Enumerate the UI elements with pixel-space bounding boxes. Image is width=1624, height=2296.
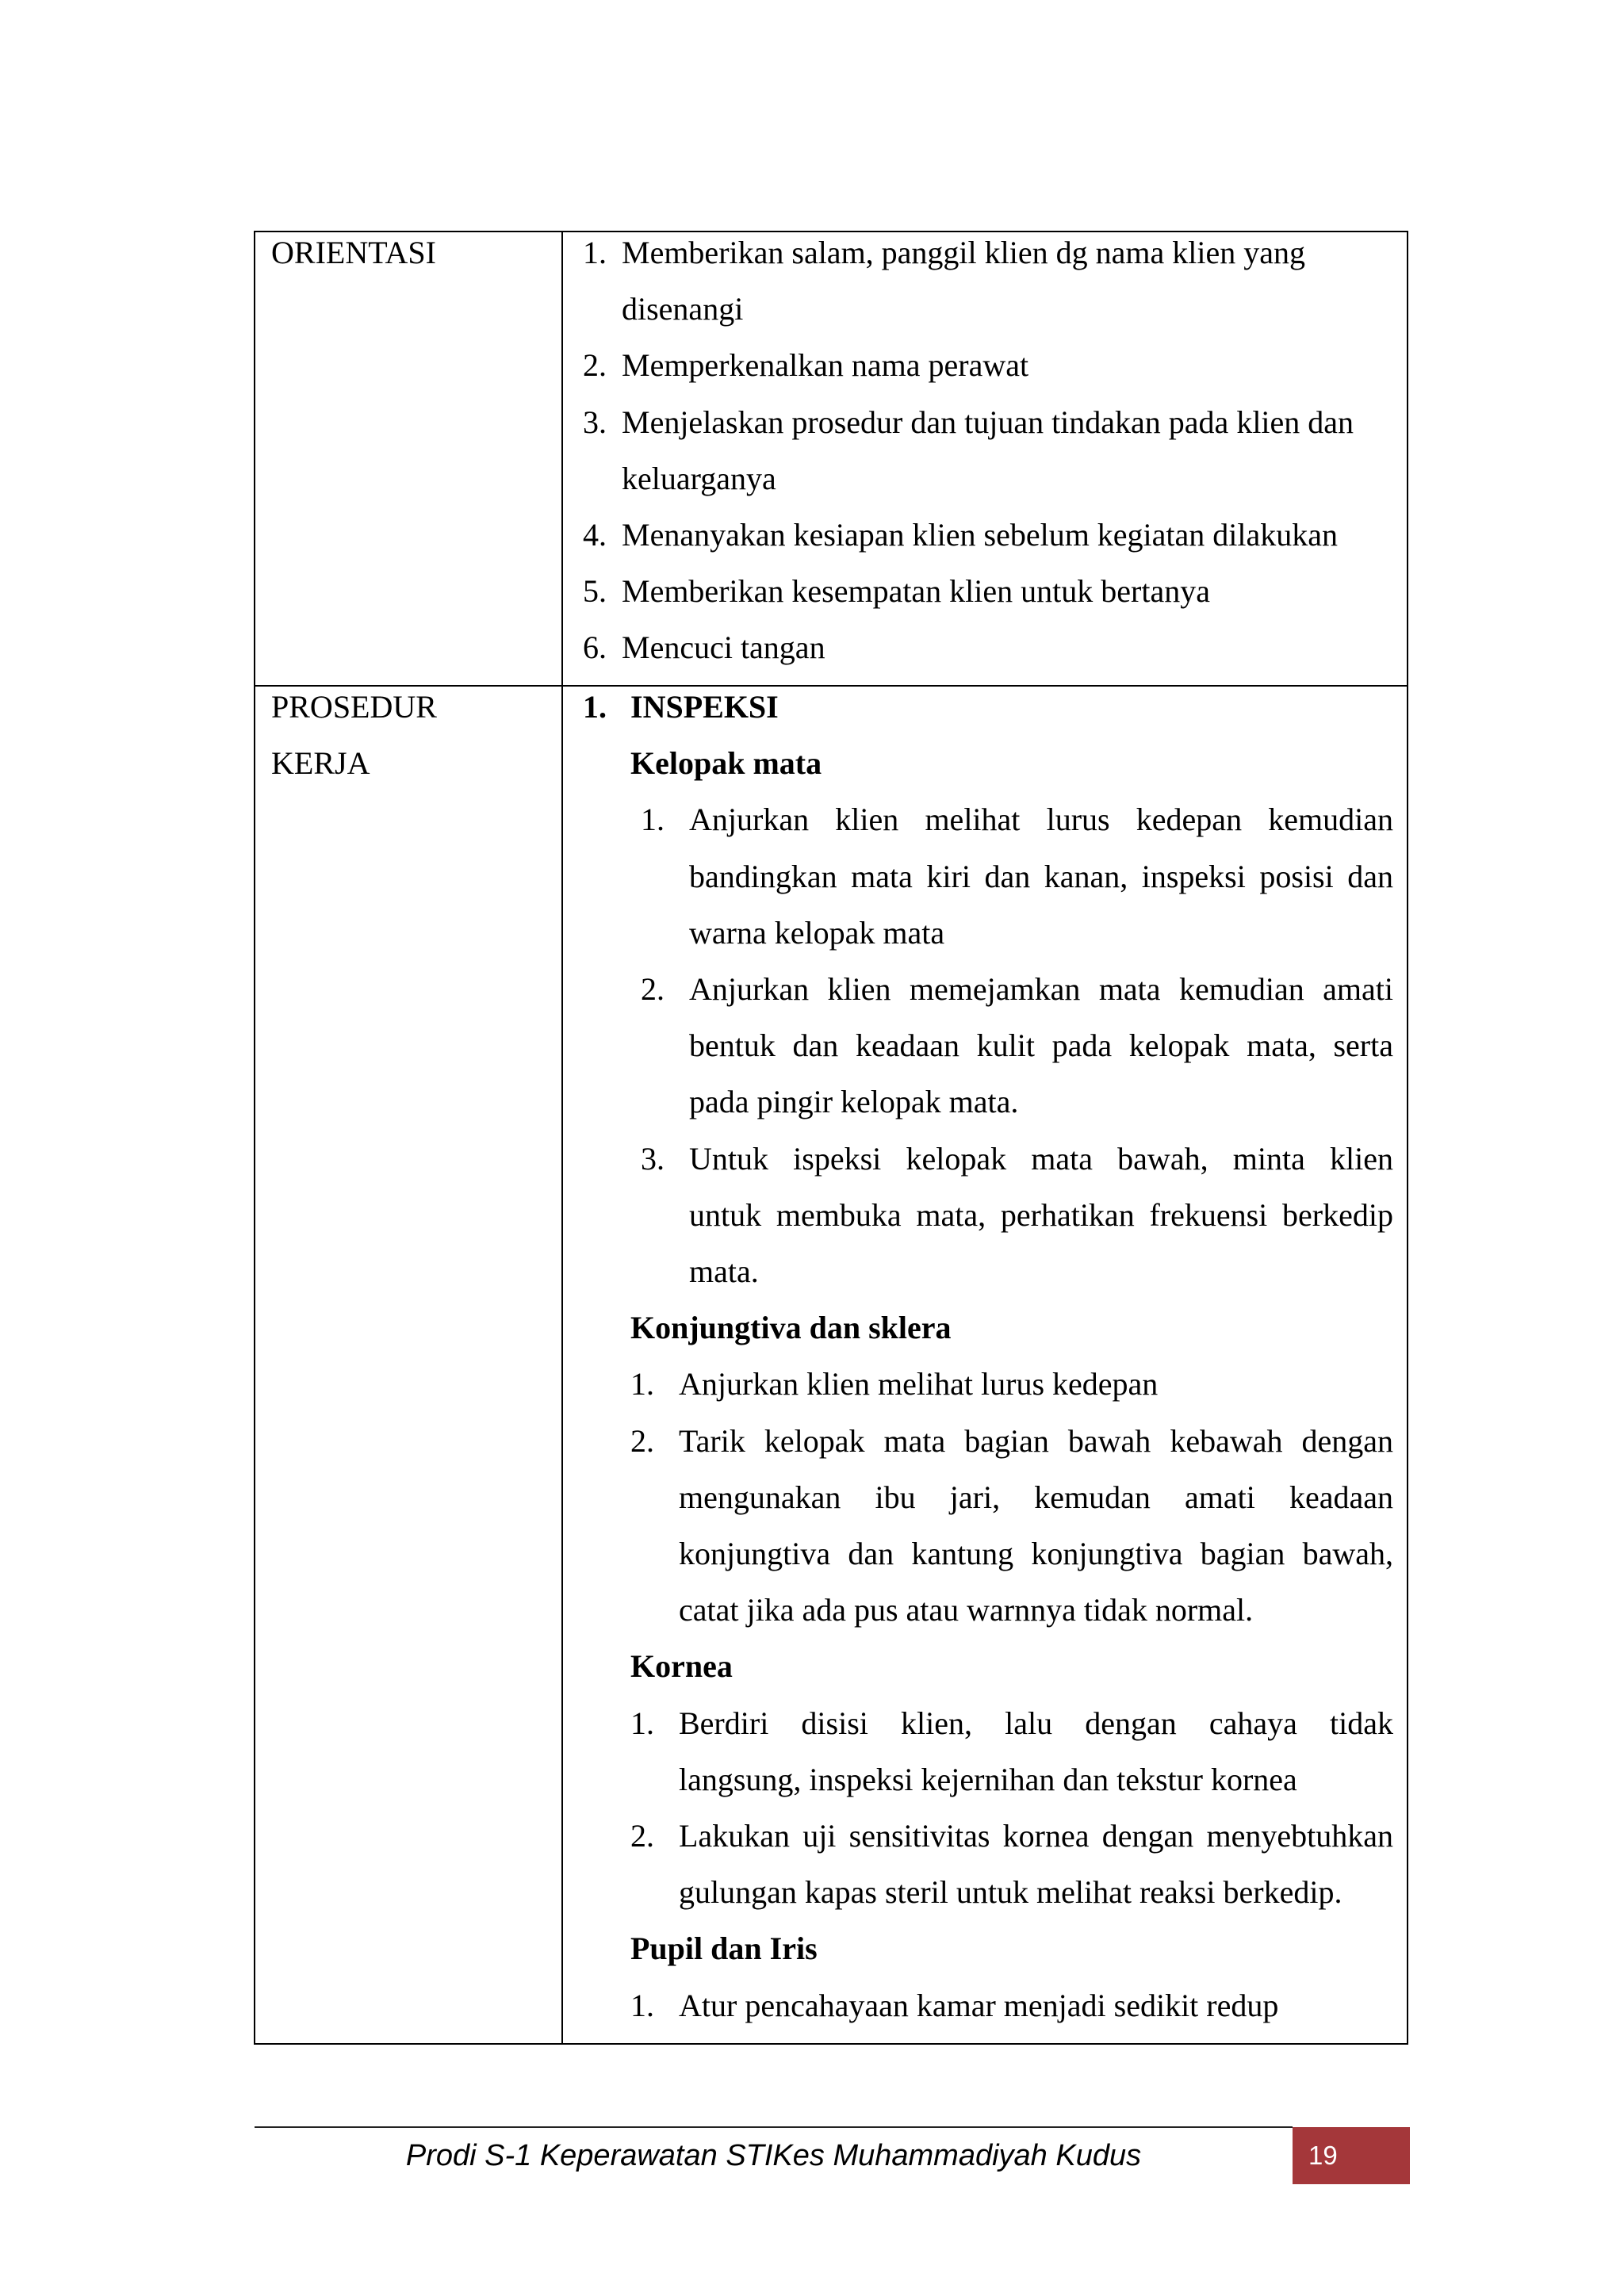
list-item bbox=[563, 619, 1393, 675]
list-number: 2. bbox=[583, 347, 607, 384]
list-item-text: mata. bbox=[689, 1253, 759, 1290]
list-item bbox=[563, 394, 1393, 507]
page-number-badge bbox=[1293, 2127, 1410, 2184]
table-row-orientasi bbox=[255, 232, 1407, 687]
subsection-title: Kornea bbox=[630, 1648, 733, 1685]
row-content-cell bbox=[563, 687, 1407, 2043]
list-item-text: disenangi bbox=[622, 291, 744, 327]
list-item bbox=[563, 507, 1393, 563]
list-item-text: warna kelopak mata bbox=[689, 914, 945, 951]
list-item-text: Atur pencahayaan kamar menjadi sedikit redup bbox=[679, 1987, 1279, 2023]
subsection-title: Pupil dan Iris bbox=[630, 1931, 818, 1967]
row-label-cell bbox=[255, 687, 563, 2043]
list-number: 3. bbox=[641, 1140, 665, 1177]
row-label: KERJA bbox=[271, 745, 370, 782]
list-item-text: Anjurkan klien memejamkan mata kemudian amati bbox=[689, 971, 1393, 1008]
list-number: 1. bbox=[583, 235, 607, 270]
list-item bbox=[563, 1695, 1393, 1808]
table-row-prosedur-kerja bbox=[255, 687, 1407, 2043]
list-item-text: bandingkan mata kiri dan kanan, inspeksi posisi dan bbox=[689, 858, 1393, 894]
list-item-text: bentuk dan keadaan kulit pada kelopak mata, serta bbox=[689, 1027, 1393, 1064]
list-item-text: Memperkenalkan nama perawat bbox=[622, 347, 1029, 384]
list-item-text: Anjurkan klien melihat lurus kedepan bbox=[679, 1366, 1159, 1402]
list-item-text: catat jika ada pus atau warnnya tidak normal. bbox=[679, 1592, 1254, 1628]
heading-text: INSPEKSI bbox=[630, 689, 779, 725]
list-item bbox=[563, 1977, 1393, 2034]
list-item bbox=[563, 1356, 1393, 1412]
list-item-text: langsung, inspeksi kejernihan dan tekstur kornea bbox=[679, 1761, 1297, 1797]
list-item bbox=[563, 791, 1393, 961]
list-item-text: Tarik kelopak mata bagian bawah kebawah dengan bbox=[679, 1422, 1393, 1459]
list-item-text: Untuk ispeksi kelopak mata bawah, minta klien bbox=[689, 1140, 1393, 1177]
page-number: 19 bbox=[1308, 2141, 1338, 2170]
list-item-text: konjungtiva dan kantung konjungtiva bagian bawah, bbox=[679, 1536, 1393, 1572]
list-item bbox=[563, 961, 1393, 1131]
heading-number: 1. bbox=[583, 689, 607, 725]
list-item-text: Berdiri disisi klien, lalu dengan cahaya tidak bbox=[679, 1705, 1393, 1741]
subsection-title: Kelopak mata bbox=[630, 745, 822, 782]
list-item-text: keluarganya bbox=[622, 460, 776, 496]
list-item-text: Menanyakan kesiapan klien sebelum kegiatan dilakukan bbox=[622, 517, 1339, 553]
list-number: 2. bbox=[641, 971, 665, 1008]
row-label: ORIENTASI bbox=[271, 235, 436, 270]
list-item-text: Memberikan kesempatan klien untuk bertanya bbox=[622, 573, 1210, 610]
list-item-text: mengunakan ibu jari, kemudan amati keadaan bbox=[679, 1479, 1393, 1515]
list-item-text: Mencuci tangan bbox=[622, 629, 825, 666]
list-item bbox=[563, 224, 1393, 337]
procedure-table bbox=[254, 231, 1408, 2045]
list-number: 1. bbox=[630, 1987, 654, 2023]
list-number: 1. bbox=[630, 1705, 654, 1741]
list-number: 2. bbox=[630, 1818, 654, 1854]
footer-institution: Prodi S-1 Keperawatan STIKes Muhammadiyah Kudus bbox=[405, 2139, 1142, 2172]
list-number: 6. bbox=[583, 629, 607, 666]
list-number: 1. bbox=[630, 1366, 654, 1402]
subsection-title: Konjungtiva dan sklera bbox=[630, 1310, 952, 1346]
list-number: 2. bbox=[630, 1422, 654, 1459]
list-item bbox=[563, 1808, 1393, 1920]
list-item-text: untuk membuka mata, perhatikan frekuensi berkedip bbox=[689, 1196, 1393, 1233]
list-item bbox=[563, 337, 1393, 393]
list-item-text: Lakukan uji sensitivitas kornea dengan menyebtuhkan bbox=[679, 1818, 1393, 1854]
section-heading bbox=[563, 679, 1393, 735]
list-item-text: Menjelaskan prosedur dan tujuan tindakan pada klien dan bbox=[622, 404, 1354, 440]
list-item-text: pada pingir kelopak mata. bbox=[689, 1084, 1019, 1120]
row-label-cell bbox=[255, 232, 563, 685]
row-content-cell bbox=[563, 232, 1407, 685]
list-number: 4. bbox=[583, 517, 607, 553]
list-number: 1. bbox=[641, 802, 665, 838]
list-item-text: gulungan kapas steril untuk melihat reaksi berkedip. bbox=[679, 1874, 1342, 1911]
list-item-text: Anjurkan klien melihat lurus kedepan kemudian bbox=[689, 802, 1393, 838]
list-item-text: Memberikan salam, panggil klien dg nama klien yang bbox=[622, 235, 1305, 270]
list-number: 5. bbox=[583, 573, 607, 610]
row-label: PROSEDUR bbox=[271, 689, 437, 725]
list-number: 3. bbox=[583, 404, 607, 440]
list-item bbox=[563, 1131, 1393, 1300]
list-item bbox=[563, 1413, 1393, 1639]
list-item bbox=[563, 563, 1393, 619]
